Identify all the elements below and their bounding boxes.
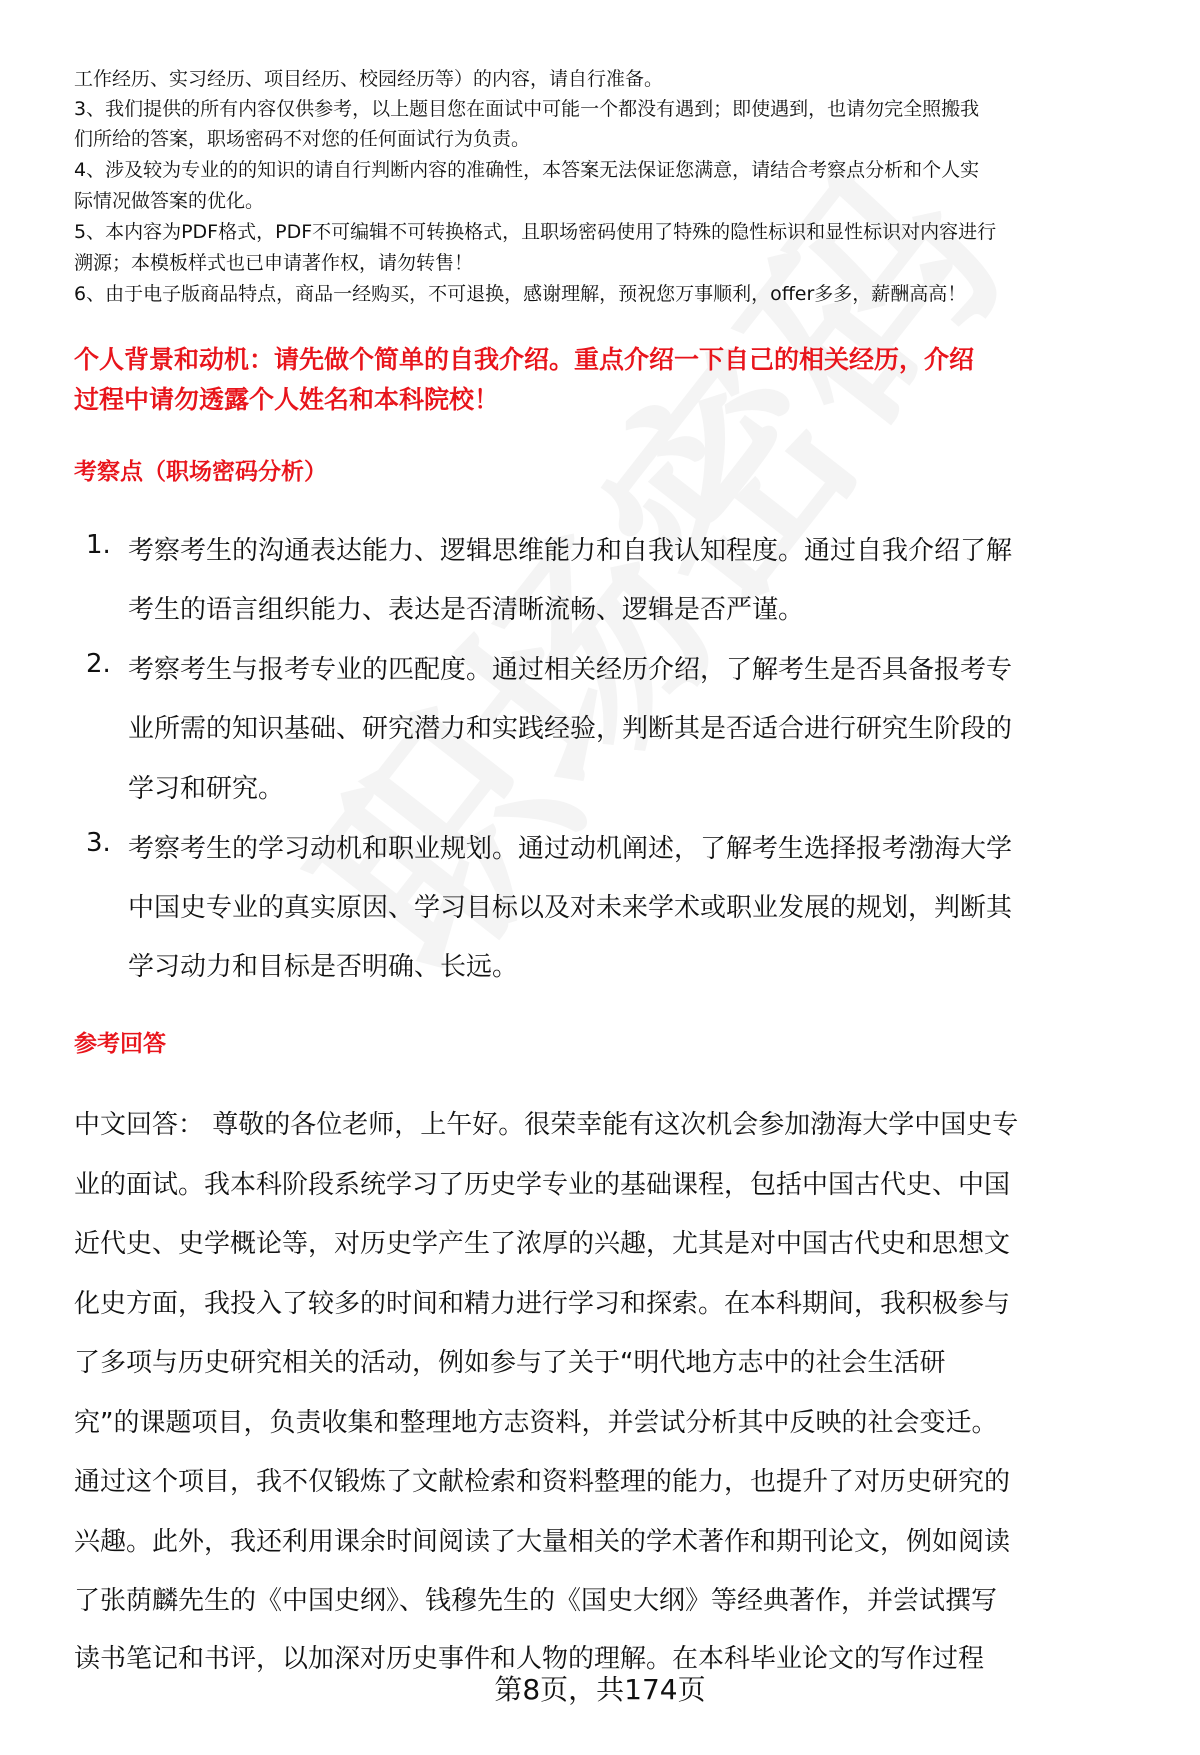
answer-line: 究”的课题项目，负责收集和整理地方志资料，并尝试分析其中反映的社会变迁。 [74, 1408, 998, 1438]
answer-line: 通过这个项目，我不仅锻炼了文献检索和资料整理的能力，也提升了对历史研究的 [74, 1467, 1011, 1497]
list-item: 考察考生与报考专业的匹配度。通过相关经历介绍，了解考生是否具备报考专 [128, 655, 1013, 685]
list-item: 业所需的知识基础、研究潜力和实践经验，判断其是否适合进行研究生阶段的 [128, 714, 1013, 744]
note-line: 们所给的答案，职场密码不对您的任何面试行为负责。 [74, 128, 531, 150]
answer-line: 业的面试。我本科阶段系统学习了历史学专业的基础课程，包括中国古代史、中国 [74, 1170, 1011, 1200]
note-line: 3、我们提供的所有内容仅供参考，以上题目您在面试中可能一个都没有遇到；即使遇到，也请勿完全照搬我 [74, 98, 980, 120]
answer-line: 中文回答： 尊敬的各位老师，上午好。很荣幸能有这次机会参加渤海大学中国史专 [74, 1110, 1019, 1140]
note-line: 5、本内容为PDF格式，PDF不可编辑不可转换格式，且职场密码使用了特殊的隐性标识和显性标识对内容进行 [74, 221, 997, 243]
note-line: 6、由于电子版商品特点，商品一经购买，不可退换，感谢理解，预祝您万事顺利，offer多多，薪酬高高！ [74, 283, 967, 305]
question-heading: 过程中请勿透露个人姓名和本科院校！ [74, 385, 500, 414]
list-item: 学习动力和目标是否明确、长远。 [128, 952, 519, 982]
answer-title: 参考回答 [74, 1031, 166, 1057]
note-line: 际情况做答案的优化。 [74, 190, 265, 212]
answer-line: 了多项与历史研究相关的活动，例如参与了关于“明代地方志中的社会生活研 [74, 1348, 946, 1378]
list-item: 考察考生的学习动机和职业规划。通过动机阐述，了解考生选择报考渤海大学 [128, 834, 1013, 864]
note-line: 工作经历、实习经历、项目经历、校园经历等）的内容，请自行准备。 [74, 68, 664, 90]
question-heading: 个人背景和动机：请先做个简单的自我介绍。重点介绍一下自己的相关经历，介绍 [74, 345, 975, 374]
note-line: 溯源；本模板样式也已申请著作权，请勿转售！ [74, 252, 474, 274]
answer-line: 读书笔记和书评，以加深对历史事件和人物的理解。在本科毕业论文的写作过程 [74, 1644, 985, 1674]
answer-line: 近代史、史学概论等，对历史学产生了浓厚的兴趣，尤其是对中国古代史和思想文 [74, 1229, 1011, 1259]
list-number: 1. [86, 530, 111, 560]
analysis-title: 考察点（职场密码分析） [74, 459, 327, 485]
list-item: 考生的语言组织能力、表达是否清晰流畅、逻辑是否严谨。 [128, 595, 805, 625]
answer-line: 兴趣。此外，我还利用课余时间阅读了大量相关的学术著作和期刊论文，例如阅读 [74, 1527, 1011, 1557]
list-number: 3. [86, 828, 111, 858]
page-number: 第8页，共174页 [494, 1673, 706, 1706]
answer-line: 了张荫麟先生的《中国史纲》、钱穆先生的《国史大纲》等经典著作，并尝试撰写 [74, 1586, 998, 1616]
list-item: 考察考生的沟通表达能力、逻辑思维能力和自我认知程度。通过自我介绍了解 [128, 536, 1013, 566]
list-number: 2. [86, 649, 111, 679]
answer-line: 化史方面，我投入了较多的时间和精力进行学习和探索。在本科期间，我积极参与 [74, 1289, 1011, 1319]
list-item: 学习和研究。 [128, 774, 285, 804]
note-line: 4、涉及较为专业的的知识的请自行判断内容的准确性，本答案无法保证您满意，请结合考察点分析和个人实 [74, 159, 980, 181]
list-item: 中国史专业的真实原因、学习目标以及对未来学术或职业发展的规划，判断其 [128, 893, 1013, 923]
